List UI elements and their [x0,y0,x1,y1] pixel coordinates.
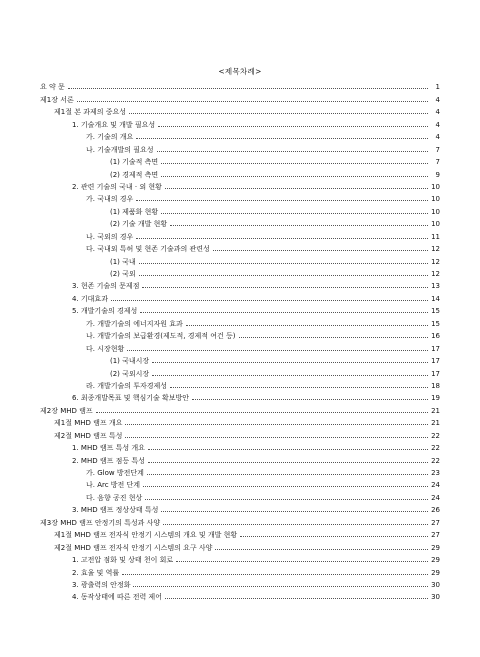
dot-leader [192,399,428,400]
toc-entry-label: 가. 국내의 경우 [86,195,134,204]
toc-entry-page: 12 [431,245,440,254]
dot-leader [136,138,428,139]
dot-leader [152,375,428,376]
toc-entry-label: (1) 국내시장 [110,357,150,366]
toc-entry-page: 29 [431,543,440,552]
toc-entry-page: 22 [431,431,440,440]
toc-entry[interactable] [0,303,480,315]
toc-entry-page: 10 [431,220,440,229]
toc-entry-label: 나. 기술개발의 필요성 [86,145,154,154]
toc-entry-label: (2) 국외시장 [110,369,150,378]
dot-leader [215,549,428,550]
toc-entry-label: 제1절 MHD 램프 개요 [54,419,123,428]
dot-leader [170,225,428,226]
toc-entry-page: 7 [435,145,440,154]
toc-entry-label: (1) 국내 [110,257,136,266]
toc-entry[interactable] [0,589,480,601]
toc-heading: <제목차례> [218,67,262,76]
toc-entry-label: 3. 광출력의 안정화 [72,580,131,589]
toc-entry-page: 14 [431,294,440,303]
dot-leader [111,300,428,301]
toc-entry[interactable] [0,427,480,439]
toc-entry[interactable] [0,378,480,390]
toc-entry-label: 제3장 MHD 램프 안정기의 특성과 사양 [40,518,161,527]
toc-entry-page: 22 [431,444,440,453]
toc-entry[interactable] [0,365,480,377]
toc-entry[interactable] [0,315,480,327]
toc-entry-label: 제1장 서론 [40,95,74,104]
toc-entry[interactable] [0,552,480,564]
toc-entry[interactable] [0,527,480,539]
toc-entry-page: 19 [431,394,440,403]
toc-entry[interactable] [0,353,480,365]
toc-entry-label: 2. MHD 램프 점등 특성 [72,456,145,465]
dot-leader [133,586,428,587]
toc-entry-page: 27 [431,518,440,527]
toc-entry-page: 21 [431,419,440,428]
toc-entry[interactable] [0,278,480,290]
dot-leader [125,424,428,425]
toc-entry-page: 15 [431,319,440,328]
toc-entry-page: 11 [431,232,440,241]
dot-leader [157,151,428,152]
toc-entry-label: 가. 기술의 개요 [86,133,134,142]
toc-entry[interactable] [0,502,480,514]
dot-leader [165,598,428,599]
toc-entry-page: 24 [431,481,440,490]
dot-leader [163,524,428,525]
toc-entry-label: 4. 기대효과 [72,294,108,303]
toc-entry-label: 다. 국내외 특허 및 현존 기술과의 관련성 [86,245,210,254]
toc-entry[interactable] [0,477,480,489]
toc-entry-page: 10 [431,182,440,191]
toc-entry-page: 26 [431,506,440,515]
table-of-contents [0,79,480,601]
toc-entry[interactable] [0,539,480,551]
dot-leader [148,462,428,463]
toc-entry-label: 2. 관련 기술의 국내 · 외 현황 [72,182,162,191]
toc-entry[interactable] [0,79,480,91]
dot-leader [129,113,428,114]
toc-entry[interactable] [0,452,480,464]
toc-entry-page: 4 [435,120,440,129]
toc-entry-label: 제1절 MHD 램프 전자식 안정기 시스템의 개요 및 개발 현황 [54,531,238,540]
toc-entry[interactable] [0,91,480,103]
toc-entry-page: 29 [431,568,440,577]
toc-entry-page: 16 [431,332,440,341]
dot-leader [139,263,428,264]
dot-leader [148,449,428,450]
dot-leader [140,312,428,313]
toc-entry[interactable] [0,203,480,215]
toc-entry[interactable] [0,390,480,402]
toc-entry-label: (1) 제품화 현황 [110,207,159,216]
toc-entry[interactable] [0,266,480,278]
toc-entry[interactable] [0,253,480,265]
dot-leader [161,163,428,164]
dot-leader [186,325,428,326]
toc-entry-label: 가. 개발기술의 에너지자원 효과 [86,319,183,328]
toc-entry-label: 나. 개발기술의 보급환경(제도적, 경제적 여건 등) [86,332,236,341]
dot-leader [161,176,428,177]
toc-entry-label: 1. 기술개요 및 개발 필요성 [72,120,156,129]
dot-leader [77,101,428,102]
toc-entry-page: 18 [431,381,440,390]
toc-entry-page: 4 [435,108,440,117]
toc-entry-label: 4. 동작상태에 따른 전력 제어 [72,593,162,602]
toc-entry-page: 21 [431,406,440,415]
toc-entry-page: 10 [431,195,440,204]
dot-leader [125,437,428,438]
toc-entry[interactable] [0,402,480,414]
toc-entry-label: 다. 시장현황 [86,344,125,353]
toc-entry-label: 1. MHD 램프 특성 개요 [72,444,145,453]
toc-entry-label: (2) 기술 개발 현황 [110,220,168,229]
dot-leader [161,213,428,214]
toc-entry-page: 23 [431,469,440,477]
toc-entry[interactable] [0,129,480,141]
dot-leader [122,574,428,575]
toc-entry[interactable] [0,179,480,191]
toc-entry-page: 17 [431,369,440,378]
toc-entry-page: 22 [431,456,440,465]
toc-entry-label: 제1절 본 과제의 중요성 [54,108,126,117]
toc-entry-page: 9 [435,170,440,179]
toc-entry[interactable] [0,514,480,526]
toc-entry-label: 나. 국외의 경우 [86,232,134,241]
toc-entry-label: 요 약 문 [40,83,65,92]
dot-leader [158,126,428,127]
toc-entry[interactable] [0,241,480,253]
toc-entry-page: 4 [435,133,440,142]
toc-entry-label: 제2절 MHD 램프 전자식 안정기 시스템의 요구 사양 [54,543,213,552]
toc-entry[interactable] [0,489,480,501]
toc-entry-page: 1 [435,83,440,92]
dot-leader [68,88,428,89]
dot-leader [136,238,428,239]
toc-entry-label: 5. 개발기술의 경제성 [72,307,138,316]
toc-entry-page: 12 [431,257,440,266]
toc-entry[interactable] [0,328,480,340]
toc-entry-label: 다. 음향 공진 현상 [86,493,143,502]
toc-entry-label: 제2장 MHD 램프 [40,406,93,415]
dot-leader [127,350,428,351]
toc-entry[interactable] [0,415,480,427]
toc-entry-label: 나. Arc 방전 단계 [86,481,141,490]
toc-entry[interactable] [0,141,480,153]
dot-leader [142,287,428,288]
toc-entry-page: 29 [431,556,440,565]
toc-entry-label: 6. 최종개발목표 및 핵심기술 확보방안 [72,394,190,403]
toc-entry[interactable] [0,216,480,228]
toc-entry-page: 17 [431,344,440,353]
dot-leader [161,511,428,512]
toc-entry-page: 4 [435,95,440,104]
toc-entry-label: 3. MHD 램프 정상상태 특성 [72,506,159,515]
toc-entry-label: 가. Glow 방전단계 [86,469,144,477]
toc-entry-page: 13 [431,282,440,291]
dot-leader [145,499,428,500]
toc-entry[interactable] [0,465,480,477]
toc-entry-page: 12 [431,270,440,278]
dot-leader [143,486,428,487]
toc-entry-label: 2. 효율 및 역률 [72,568,120,577]
dot-leader [96,412,428,413]
dot-leader [213,250,428,251]
toc-entry[interactable] [0,340,480,352]
toc-entry[interactable] [0,564,480,576]
toc-entry[interactable] [0,104,480,116]
toc-entry-page: 10 [431,207,440,216]
dot-leader [152,362,428,363]
dot-leader [240,536,428,537]
toc-entry-label: 1. 고전압 점화 및 상태 천이 회로 [72,556,174,565]
toc-entry-label: 제2절 MHD 램프 특성 [54,431,123,440]
toc-entry[interactable] [0,116,480,128]
dot-leader [239,337,428,338]
dot-leader [170,387,428,388]
toc-entry-page: 24 [431,493,440,502]
toc-entry[interactable] [0,154,480,166]
dot-leader [147,474,428,475]
toc-entry-label: 라. 개발기술의 투자경제성 [86,381,168,390]
toc-entry-label: (2) 경제적 측면 [110,170,159,179]
toc-entry[interactable] [0,166,480,178]
toc-entry-page: 7 [435,158,440,167]
dot-leader [139,275,428,276]
toc-entry-page: 15 [431,307,440,316]
dot-leader [165,188,428,189]
dot-leader [176,561,428,562]
toc-entry-label: (1) 기술적 측면 [110,158,159,167]
toc-entry[interactable] [0,577,480,589]
toc-entry[interactable] [0,290,480,302]
toc-entry[interactable] [0,191,480,203]
toc-entry-page: 30 [431,593,440,602]
toc-entry-page: 30 [431,580,440,589]
dot-leader [136,200,428,201]
toc-entry-page: 27 [431,531,440,540]
toc-entry-label: 3. 현존 기술의 문제점 [72,282,140,291]
toc-entry[interactable] [0,440,480,452]
toc-entry-page: 17 [431,357,440,366]
toc-entry-label: (2) 국외 [110,270,136,278]
toc-entry[interactable] [0,228,480,240]
